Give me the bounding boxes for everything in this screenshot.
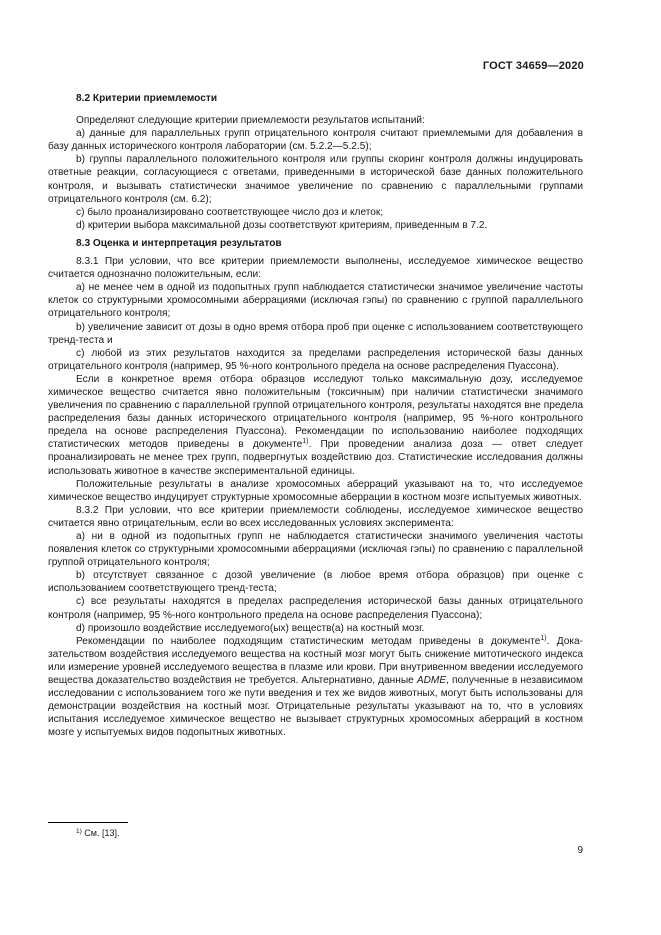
document-header-code: ГОСТ 34659—2020 [482,60,584,72]
footnote-divider [48,822,128,823]
negative-item-d: d) произошло воздействие исследуемого(ых) веществ(а) на костный мозг. [76,622,425,634]
reco-text-c: , полученные в независимом исследовании с использованием того же пути введения и тех же видов животных, могут быть использованы для демонстрации воздействия на костный мозг. Отрицательные результаты указывают на то, что в условиях испытания исследуемое химическое вещество не вызывает структурных хромосомных аберраций в костном мозге у испытуемых видов подопытных животных. [48,675,583,739]
positive-results-paragraph: Положительные результаты в анализе хромосомных аберраций указывают на то, что исследуемое химическое вещество индуцирует структурные хромосомные аберрации в костном мозге испытуемых животных. [48,478,583,503]
max-dose-text-b: . При проведении анализа доза — ответ следует проанализировать не менее трех групп, подвергнутых воздействию доз. Статистические исследования должны использовать животное в качестве экспериментальной единицы. [48,439,584,477]
footnote-ref: 1) [540,634,547,642]
footnote-mark: 1) [76,828,82,835]
adme-term: ADME [416,675,447,687]
recommendations-paragraph [48,635,583,740]
page-number: 9 [577,845,583,856]
positive-item-c: c) любой из этих результатов находится за пределами распределения исторической базы данных отрицательного контроля (например, 95 %-ного контрольного предела на основе распределения Пуассона). [48,347,583,372]
positive-item-a: а) не менее чем в одной из подопытных групп наблюдается статистически значимое увеличение частоты клеток со структурными хромосомными аберрациями (исключая гэпы) по сравнению с группой параллельного отрицательного контроля; [48,282,583,320]
reco-text-a: Рекомендации по наиболее подходящим статистическим методам приведены в документе [76,635,541,647]
section-8-2-intro: Определяют следующие критерии приемлемости результатов испытаний: [76,115,425,127]
footnote-text: См. [13]. [81,828,120,838]
page-body [48,92,583,740]
section-8-3-heading: 8.3 Оценка и интерпретация результатов [76,237,282,249]
footnote-ref: 1) [302,438,309,446]
max-dose-text-a: Если в конкретное время отбора образцов исследуют только максимальную дозу, исследуемое химическое вещество считается явно положительным (токсичным) при наличии статистически значимого увеличения по сравнению с параллельной группой отрицательного контроля, результаты находятся вне предела распределения базы данных исторического отрицательного контроля (например, 95 %-ного контрольного предела на основе распределения Пуассона). Рекомендации по использованию наиболее подходящих статистических методов приведены в документе [48,373,583,451]
positive-item-b: b) увеличение зависит от дозы в одно время отбора проб при оценке с использованием соответствующего тренд-теста и [48,321,583,346]
clause-8-3-2: 8.3.2 При условии, что все критерии приемлемости соблюдены, исследуемое химическое вещество считается явно отрицательным, если во всех исследованных условиях эксперимента: [48,504,583,529]
criteria-item-c: c) было проанализировано соответствующее число доз и клеток; [76,206,384,218]
negative-item-a: а) ни в одной из подопытных групп не наблюдается статистически значимого увеличения частоты появления клеток со структурными хромосомными аберрациями (исключая гэпы) по сравнению с параллельной группой отрицательного контроля; [48,531,583,569]
reco-text-b: . Доказательством воздействия исследуемого вещества на костный мозг могут быть снижение митотического индекса или измерение уровней исследуемого вещества в плазме или крови. При внутривенном введении исследуемого вещества доказательство воздействия не требуется. Альтернативно, данные [48,635,583,687]
criteria-item-d: d) критерии выбора максимальной дозы соответствуют критериям, приведенным в 7.2. [76,219,488,231]
criteria-item-a: а) данные для параллельных групп отрицательного контроля считают приемлемыми для добавления в базу данных исторического контроля лаборатории (см. 5.2.2—5.2.5); [48,128,583,153]
clause-8-3-1: 8.3.1 При условии, что все критерии приемлемости выполнены, исследуемое химическое вещество считается однозначно положительным, если: [48,256,583,281]
footnote [76,828,119,838]
max-dose-paragraph [48,373,583,478]
criteria-item-b: b) группы параллельного положительного контроля или группы скоринг контроля должны индуцировать ответные реакции, согласующиеся с ответами, приведенными в исторической базе данных положительного контроля, и вызывать статистически значимое увеличение по сравнению с параллельными группами отрицательного контроля (см. 6.2); [48,154,583,205]
negative-item-c: c) все результаты находятся в пределах распределения исторической базы данных отрицательного контроля (например, 95 %-ного контрольного предела на основе распределения Пуассона); [48,596,583,621]
section-8-2-heading: 8.2 Критерии приемлемости [76,93,218,104]
negative-item-b: b) отсутствует связанное с дозой увеличение (в любое время отбора образцов) при оценке с использованием соответствующего тренд-теста; [48,570,583,595]
